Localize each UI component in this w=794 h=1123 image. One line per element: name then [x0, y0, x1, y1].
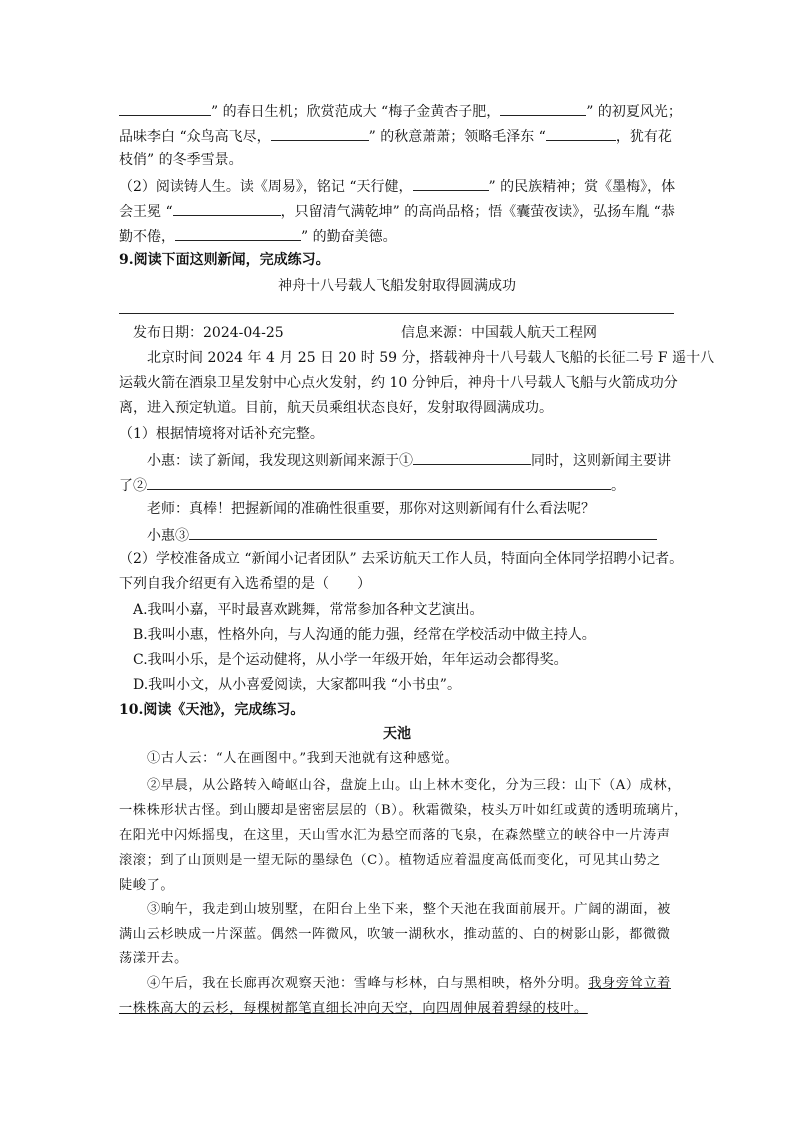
news-body-2: 运载火箭在酒泉卫星发射中心点火发射，约 10 分钟后，神舟十八号载人飞船与火箭成功分 — [119, 375, 678, 391]
answer-blank-1[interactable] — [413, 449, 531, 465]
passage-p3-2: 满山云杉映成一片深蓝。偶然一阵微风，吹皱一湖秋水，推动蓝的、白的树影山影，都微微 — [119, 927, 671, 942]
option-b[interactable]: B.我叫小惠，性格外向，与人沟通的能力强，经常在学校活动中做主持人。 — [133, 627, 596, 643]
blank[interactable] — [175, 225, 301, 241]
option-d[interactable]: D.我叫小文，从小喜爱阅读，大家都叫我 “小书虫”。 — [133, 677, 461, 693]
dialog-xiaohui-2: 了② 。 — [119, 474, 625, 496]
q9-sub2-b: 下列自我介绍更有入选希望的是（ ） — [119, 576, 371, 592]
option-a[interactable]: A.我叫小嘉，平时最喜欢跳舞，常常参加各种文艺演出。 — [133, 602, 484, 618]
publish-date: 发布日期：2024-04-25 — [133, 325, 284, 341]
news-title: 神舟十八号载人飞船发射取得圆满成功 — [278, 278, 516, 294]
q8-p2-line-3: 勤不倦， ” 的勤奋美德。 — [119, 225, 397, 247]
passage-p2-3: 在阳光中闪烁摇曳，在这里，天山雪水汇为悬空而落的飞泉，在森然壁立的峡谷中一片涛声 — [119, 828, 671, 843]
blank[interactable] — [119, 100, 211, 116]
news-body-1: 北京时间 2024 年 4 月 25 日 20 时 59 分，搭载神舟十八号载人飞船的长征二号 F 遥十八 — [147, 350, 715, 366]
passage-p2-2: 一株株形状古怪。到山腰却是密密层层的（B）。秋霜微染，枝头万叶如红或黄的透明琉璃片， — [119, 803, 688, 818]
option-c[interactable]: C.我叫小乐，是个运动健将，从小学一年级开始，年年运动会都得奖。 — [133, 652, 568, 668]
blank[interactable] — [173, 200, 281, 216]
answer-blank-3[interactable] — [189, 524, 657, 540]
answer-blank-2[interactable] — [147, 474, 611, 490]
passage-p2-4: 滚滚；到了山顶则是一望无际的墨绿色（C）。植物适应着温度高低而变化，可见其山势之 — [119, 853, 661, 868]
blank[interactable] — [500, 100, 586, 116]
q9-sub1: （1）根据情境将对话补充完整。 — [119, 426, 324, 442]
passage-title: 天池 — [383, 726, 411, 742]
q9-heading: 9.阅读下面这则新闻，完成练习。 — [119, 252, 330, 268]
q9-sub2-a: （2）学校准备成立 “新闻小记者团队” 去采访航天工作人员，特面向全体同学招聘小记者。 — [119, 551, 684, 567]
blank[interactable] — [546, 125, 616, 141]
passage-p3-3: 荡漾开去。 — [119, 951, 188, 966]
q8-line-2: 品味李白 “众鸟高飞尽， ” 的秋意萧萧；领略毛泽东 “ ，犹有花 — [119, 125, 672, 147]
dialog-teacher: 老师：真棒！把握新闻的准确性很重要，那你对这则新闻有什么看法呢？ — [147, 501, 595, 517]
dialog-xiaohui-1: 小惠：读了新闻，我发现这则新闻来源于① 同时，这则新闻主要讲 — [147, 449, 671, 471]
q8-p2-line-1: （2）阅读铸人生。读《周易》，铭记 “天行健， ” 的民族精神；赏《墨梅》，体 — [119, 175, 675, 197]
passage-p2-5: 陡峻了。 — [119, 878, 175, 893]
news-source: 信息来源：中国载人航天工程网 — [401, 325, 597, 341]
underlined-sentence: 我身旁耸立着 — [588, 976, 671, 991]
passage-p4-2: 一株株高大的云杉，每棵树都笔直细长冲向天空，向四周伸展着碧绿的枝叶。 — [119, 1001, 588, 1016]
passage-p3-1: ③晌午，我走到山坡别墅，在阳台上坐下来，整个天池在我面前展开。广阔的湖面，被 — [147, 902, 671, 917]
blank[interactable] — [413, 175, 489, 191]
dialog-xiaohui-3: 小惠③ — [147, 524, 657, 546]
blank[interactable] — [271, 125, 369, 141]
passage-p4-1: ④午后，我在长廊再次观察天池：雪峰与杉林，白与黑相映，格外分明。我身旁耸立着 — [147, 976, 671, 991]
divider — [119, 313, 674, 314]
passage-p2-1: ②早晨，从公路转入崎岖山谷，盘旋上山。山上林木变化，分为三段：山下（A）成林， — [147, 778, 682, 793]
news-body-3: 离，进入预定轨道。目前，航天员乘组状态良好，发射取得圆满成功。 — [119, 400, 553, 416]
q10-heading: 10.阅读《天池》，完成练习。 — [119, 702, 305, 718]
q8-p2-line-2: 会王冕 “ ，只留清气满乾坤” 的高尚品格；悟《囊萤夜读》，弘扬车胤 “恭 — [119, 200, 675, 222]
q8-line-3: 枝俏” 的冬季雪景。 — [119, 152, 243, 168]
q8-line-1: ” 的春日生机；欣赏范成大 “梅子金黄杏子肥， ” 的初夏风光； — [119, 100, 682, 122]
passage-p1: ①古人云：“人在画图中。”我到天池就有这种感觉。 — [147, 751, 459, 766]
